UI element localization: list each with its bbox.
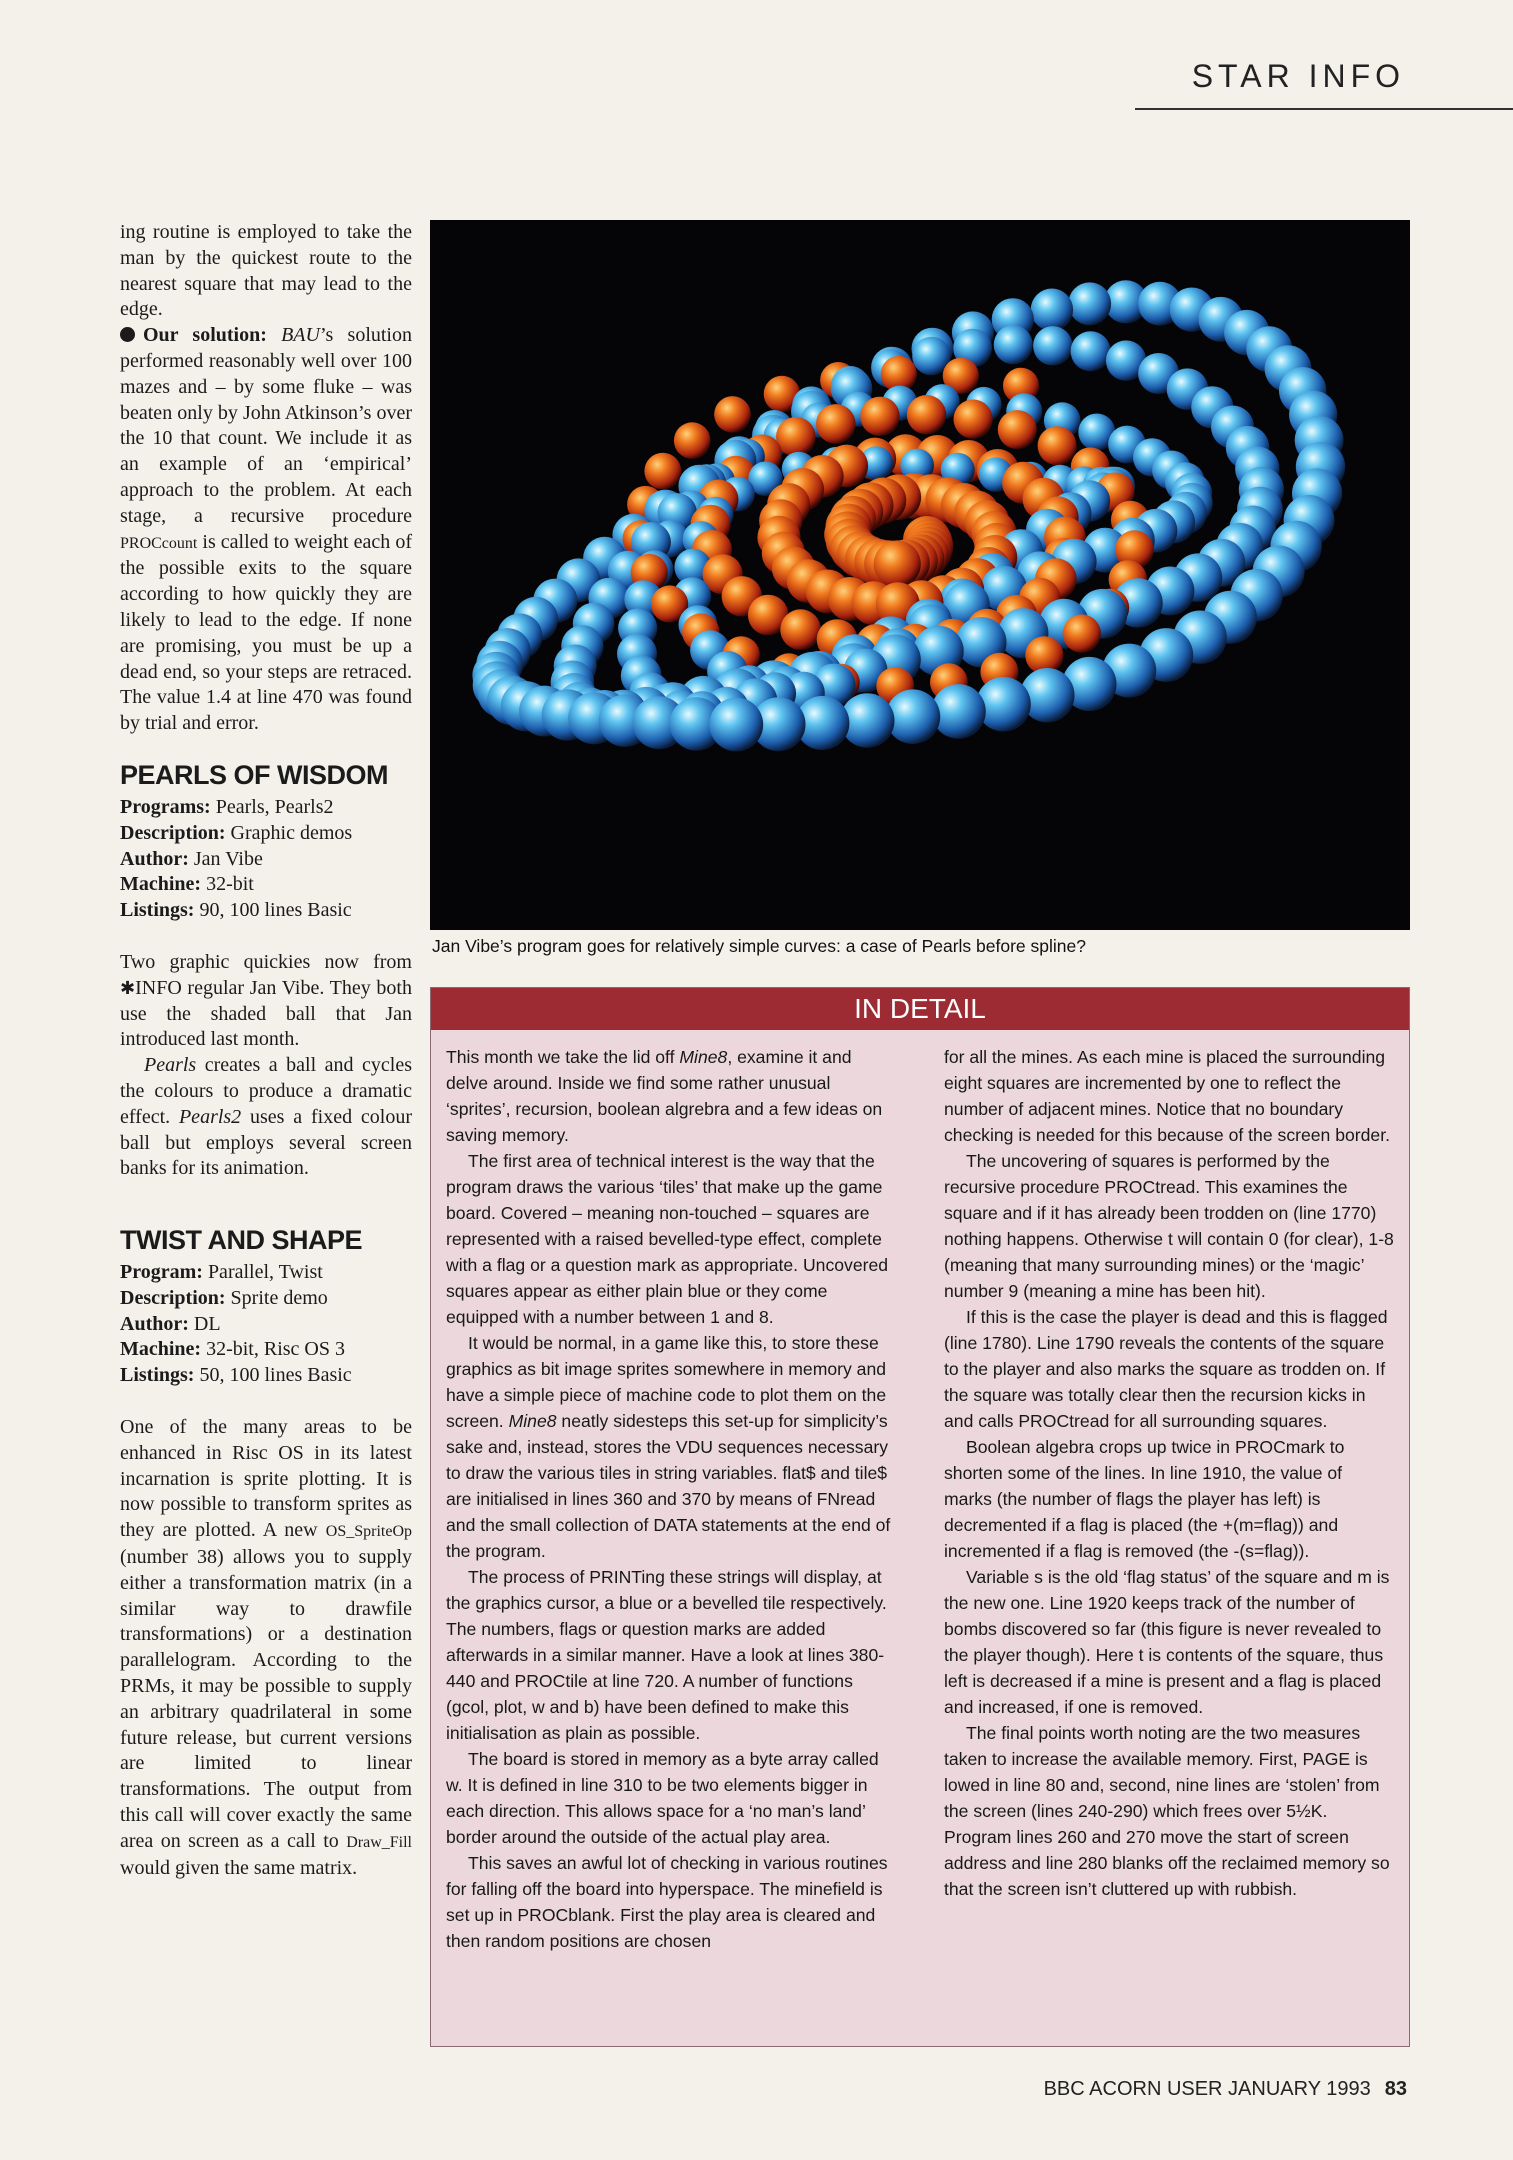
pearl bbox=[860, 397, 899, 436]
twist-listings: Listings: 50, 100 lines Basic bbox=[120, 1364, 352, 1387]
pearl bbox=[998, 410, 1037, 449]
page-number: 83 bbox=[1384, 2078, 1407, 2100]
page-footer bbox=[1044, 2078, 1407, 2101]
detail-paragraph: The final points worth noting are the two measures taken to increase the available memory. First, PAGE is lowed in line 80 and, second, nine lines are ‘stolen’ from the screen (lines 240-290) which frees over 5½K. Program lines 260 and 270 move the start of screen address and line 280 blanks off the reclaimed memory so that the screen isn’t cluttered up with rubbish. bbox=[944, 1723, 1390, 1899]
pearls-description: Description: Graphic demos bbox=[120, 821, 353, 844]
pearls-body-2: Pearls creates a ball and cycles the colours to produce a dramatic effect. Pearls2 uses a fixed colour ball but employs several screen banks for its animation. bbox=[120, 1054, 412, 1180]
pearl bbox=[780, 609, 821, 650]
pearl bbox=[1071, 331, 1111, 371]
detail-paragraph: It would be normal, in a game like this, to store these graphics as bit image sprites somewhere in memory and have a simple piece of machine code to plot them on the screen. Mine8 neatly sidesteps this set-up for simplicity’s sake and, instead, stores the VDU sequences necessary to draw the various tiles in string variables. flat$ and tile$ are initialised in lines 360 and 370 by means of FNread and the small collection of DATA statements at the end of the program. bbox=[446, 1333, 891, 1561]
pearl bbox=[1033, 326, 1072, 365]
section-header: STAR INFO bbox=[1191, 58, 1405, 94]
pearl bbox=[816, 404, 856, 444]
pearls-heading: PEARLS OF WISDOM bbox=[120, 759, 388, 790]
in-detail-box bbox=[430, 987, 1410, 2047]
in-detail-title: IN DETAIL bbox=[431, 988, 1409, 1030]
pearl bbox=[874, 540, 921, 587]
pearl bbox=[994, 325, 1033, 364]
twist-description: Description: Sprite demo bbox=[120, 1286, 328, 1309]
magazine-issue: BBC ACORN USER JANUARY 1993 bbox=[1043, 2078, 1371, 2100]
pearls-programs: Programs: Pearls, Pearls2 bbox=[120, 795, 334, 818]
header-rule bbox=[1135, 108, 1513, 110]
detail-paragraph: The process of PRINTing these strings will display, at the graphics cursor, a blue or a bevelled tile respectively. The numbers, flags or question marks are added afterwards in a similar manner. Have a look at lines 380-440 and PROCtile at line 720. A number of functions (gcol, plot, w and b) have been defined to make this initialisation as plain as possible. bbox=[446, 1567, 887, 1743]
twist-machine: Machine: 32-bit, Risc OS 3 bbox=[120, 1338, 345, 1361]
pearls-artwork bbox=[430, 220, 1410, 930]
detail-paragraph: for all the mines. As each mine is placed the surrounding eight squares are incremented by one to reflect the number of adjacent mines. Notice that no boundary checking is needed for this because of the screen border. bbox=[944, 1047, 1390, 1145]
image-caption: Jan Vibe’s program goes for relatively simple curves: a case of Pearls before spline? bbox=[432, 936, 1086, 956]
pearl bbox=[1063, 615, 1101, 653]
pearl bbox=[644, 453, 681, 490]
pearls-machine: Machine: 32-bit bbox=[120, 873, 254, 896]
pearl bbox=[709, 698, 763, 752]
pearls-body-1: Two graphic quickies now from ✱INFO regular Jan Vibe. They both use the shaded ball that Jan introduced last month. bbox=[120, 950, 412, 1051]
detail-paragraph: This saves an awful lot of checking in various routines for falling off the board into hyperspace. The minefield is set up in PROCblank. First the play area is cleared and then random positions are chosen bbox=[446, 1853, 888, 1951]
in-detail-columns bbox=[446, 1044, 1394, 1954]
bullet-icon bbox=[120, 327, 135, 342]
pearl bbox=[1068, 282, 1111, 325]
pearl bbox=[907, 395, 946, 434]
twist-body: One of the many areas to be enhanced in Risc OS in its latest incarnation is sprite plotting. It is now possible to transform sprites as they are plotted. A new OS_SpriteOp (number 38) allows you to supply either a transformation matrix (in a similar way to drawfile transformations) or a destination parallelogram. According to the PRMs, it may be possible to supply an arbitrary quadrilateral in some future release, but current versions are limited to linear transformations. The output from this call will cover exactly the same area on screen as a call to Draw_Fill would given the same matrix. bbox=[120, 1416, 412, 1879]
detail-paragraph: Boolean algebra crops up twice in PROCmark to shorten some of the lines. In line 1910, the value of marks (the number of flags the player has left) is decremented if a flag is placed (the +(m=flag)) and incremented if a flag is removed (the -(s=flag)). bbox=[944, 1437, 1345, 1561]
detail-paragraph: The first area of technical interest is the way that the program draws the various ‘tiles’ that make up the game board. Covered – meaning non-touched – squares are represented with a raised bevelled-type effect, complete with a flag or a question mark as appropriate. Uncovered squares appear as either plain blue or they come equipped with a number between 1 and 8. bbox=[446, 1151, 889, 1327]
solution-label: Our solution: bbox=[143, 324, 267, 347]
pearl bbox=[1038, 426, 1077, 465]
detail-paragraph: If this is the case the player is dead and this is flagged (line 1780). Line 1790 reveals the contents of the square to the player and also marks the square as trodden on. If the square was totally clear then the recursion kicks in and calls PROCtread for all surrounding squares. bbox=[944, 1307, 1388, 1431]
in-detail-column-1 bbox=[446, 1044, 896, 1954]
detail-paragraph: This month we take the lid off Mine8, examine it and delve around. Inside we find some rather unusual ‘sprites’, recursion, boolean algrebra and a few ideas on saving memory. bbox=[446, 1047, 883, 1145]
intro-text: ing routine is employed to take the man by the quickest route to the nearest square that may lead to the edge. bbox=[120, 221, 412, 321]
pearls-listings: Listings: 90, 100 lines Basic bbox=[120, 899, 352, 922]
twist-heading: TWIST AND SHAPE bbox=[120, 1225, 362, 1256]
pearl bbox=[776, 417, 816, 457]
detail-paragraph: The board is stored in memory as a byte array called w. It is defined in line 310 to be two elements bigger in each direction. This allows space for a ‘no man’s land’ border around the outside of the actual play area. bbox=[446, 1749, 879, 1847]
pearl bbox=[674, 422, 711, 459]
pearls-author: Author: Jan Vibe bbox=[120, 847, 263, 870]
twist-program: Program: Parallel, Twist bbox=[120, 1261, 323, 1284]
pearls-spiral-image bbox=[430, 220, 1410, 930]
pearl bbox=[1031, 289, 1073, 331]
pearl bbox=[954, 400, 993, 439]
solution-paragraph: Our solution: BAU’s solution performed reasonably well over 100 mazes and – by some fluke – was beaten only by John Atkinson’s over the 10 that count. We include it as an example of an ‘empirical’ approach to the problem. At each stage, a recursive procedure PROCcount is called to weight each of the possible exits to the square according to how quickly they are likely to lead to the edge. If none are promising, you must be up a dead end, so your steps are retraced. The value 1.4 at line 470 was found by trial and error. bbox=[120, 324, 412, 735]
twist-author: Author: DL bbox=[120, 1312, 221, 1335]
detail-paragraph: Variable s is the old ‘flag status’ of the square and m is the new one. Line 1920 keeps track of the number of bombs discovered so far (this figure is never revealed to the player though). Here t is contents of the square, thus left is decreased if a mine is present and a flag is placed and increased, if one is removed. bbox=[944, 1567, 1390, 1717]
left-column bbox=[120, 220, 412, 1881]
pearl bbox=[714, 396, 751, 433]
in-detail-column-2 bbox=[944, 1044, 1394, 1954]
detail-paragraph: The uncovering of squares is performed by the recursive procedure PROCtread. This examines the square and if it has already been trodden on (line 1770) nothing happens. Otherwise t will contain 0 (for clear), 1-8 (meaning that many surrounding mines) or the ‘magic’ number 9 (meaning a mine has been hit). bbox=[944, 1151, 1394, 1301]
